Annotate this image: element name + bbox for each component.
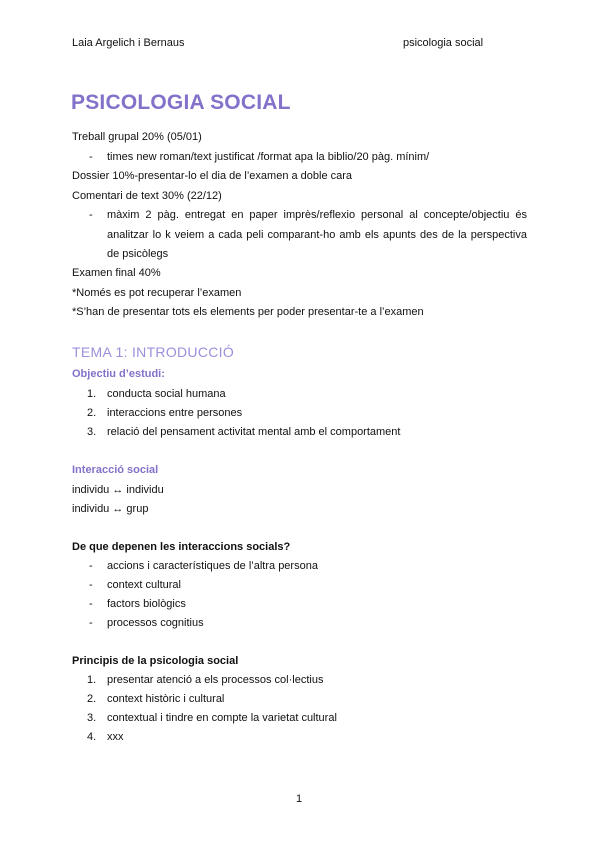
eval-examen: Examen final 40% [72, 267, 161, 279]
interaccio-line: individu ↔ individu [72, 484, 164, 496]
subheading-objectiu: Objectiu d’estudi: [72, 368, 165, 380]
list-item: interaccions entre persones [107, 407, 243, 419]
list-item: accions i característiques de l’altra persona [107, 560, 318, 572]
header-subject: psicologia social [403, 37, 484, 49]
bullet-dash: - [89, 617, 93, 629]
eval-comentari: Comentari de text 30% (22/12) [72, 190, 222, 202]
eval-comentari-detail: màxim 2 pàg. entregat en paper imprès/reflexio personal al concepte/objectiu és analitzar lo k veiem a cada peli comparant-ho amb els apunts des de la perspectiva de psicòlegs [107, 209, 527, 260]
list-item: processos cognitius [107, 617, 204, 629]
bullet-dash: - [89, 598, 93, 610]
subheading-principis: Principis de la psicologia social [72, 655, 239, 667]
bullet-dash: - [89, 151, 93, 163]
header-author: Laia Argelich i Bernaus [72, 37, 185, 49]
eval-dossier: Dossier 10%-presentar-lo el dia de l’examen a doble cara [72, 170, 353, 182]
bullet-dash: - [89, 579, 93, 591]
list-item: context cultural [107, 579, 181, 591]
eval-note-1: *Només es pot recuperar l’examen [72, 287, 242, 299]
list-item: contextual i tindre en compte la varietat cultural [107, 712, 337, 724]
list-item: presentar atenció a els processos col·lectius [107, 674, 324, 686]
list-number: 2. [87, 693, 97, 705]
list-number: 3. [87, 426, 97, 438]
list-item: xxx [107, 731, 124, 743]
list-number: 1. [87, 388, 97, 400]
list-item: context històric i cultural [107, 693, 225, 705]
list-item: conducta social humana [107, 388, 226, 400]
section-heading-tema1: TEMA 1: INTRODUCCIÓ [72, 344, 235, 360]
interaccio-line: individu ↔ grup [72, 503, 149, 515]
eval-treball: Treball grupal 20% (05/01) [72, 131, 202, 143]
subheading-interaccio: Interacció social [72, 464, 159, 476]
list-number: 4. [87, 731, 97, 743]
bullet-dash: - [89, 209, 93, 221]
page-number: 1 [296, 793, 303, 805]
bullet-dash: - [89, 560, 93, 572]
list-item: relació del pensament activitat mental amb el comportament [107, 426, 401, 438]
list-item: factors biològics [107, 598, 186, 610]
document-title: PSICOLOGIA SOCIAL [71, 91, 291, 114]
subheading-depenen: De que depenen les interaccions socials? [72, 541, 291, 553]
eval-treball-detail: times new roman/text justificat /format apa la biblio/20 pàg. mínim/ [107, 151, 430, 163]
list-number: 2. [87, 407, 97, 419]
list-number: 3. [87, 712, 97, 724]
list-number: 1. [87, 674, 97, 686]
eval-note-2: *S’han de presentar tots els elements per poder presentar-te a l’examen [72, 306, 424, 318]
